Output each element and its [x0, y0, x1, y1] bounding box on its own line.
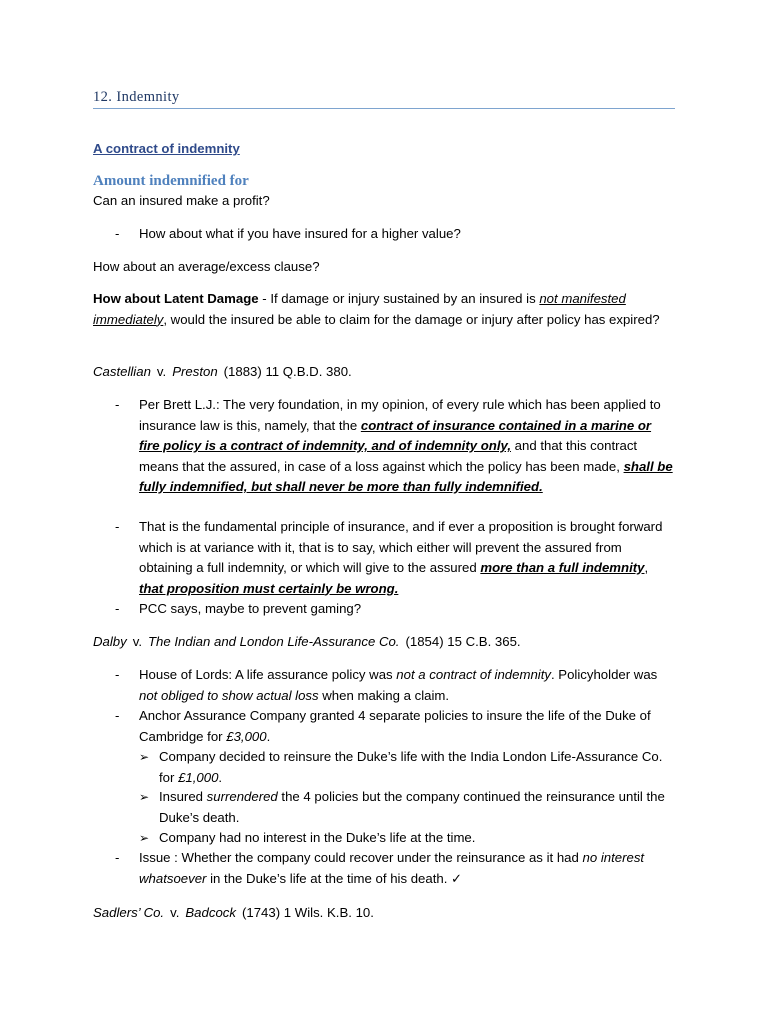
case-citation-sadlers: Sadlers’ Co. v. Badcock (1743) 1 Wils. K.B. 10.: [93, 905, 374, 920]
arrow-bullet-icon: ➢: [139, 831, 150, 845]
list-item: [93, 517, 675, 599]
sub-list-item-text: Insured surrendered the 4 policies but the company continued the reinsurance until the Duke’s death.: [159, 789, 665, 825]
bullet-dash: -: [115, 226, 120, 241]
bullet-dash: -: [115, 708, 120, 723]
bullet-dash: -: [115, 850, 120, 865]
bullet-dash: -: [115, 601, 120, 616]
question-average: How about an average/excess clause?: [93, 259, 320, 274]
chapter-title: 12. Indemnity: [93, 89, 180, 105]
checkmark-icon: ✓: [451, 870, 463, 886]
subsection-title: Amount indemnified for: [93, 173, 249, 189]
sub-list-item: [139, 828, 675, 849]
list-item: [93, 665, 675, 706]
list-item-text: Anchor Assurance Company granted 4 separate policies to insure the life of the Duke of Cambridge for £3,000.: [139, 708, 651, 744]
bullet-dash: -: [115, 519, 120, 534]
list-item: [93, 706, 675, 747]
chapter-title-rule: [93, 108, 675, 109]
sub-list-item-text: Company decided to reinsure the Duke’s life with the India London Life-Assurance Co. for £1,000.: [159, 749, 663, 785]
list-item: [93, 599, 675, 620]
list-item: [93, 395, 675, 498]
list-item-text: Issue : Whether the company could recover under the reinsurance as it had no interest whatsoever in the Duke’s life at the time of his death. ✓: [139, 850, 645, 886]
section-title: A contract of indemnity: [93, 141, 240, 156]
sub-list-item-text: Company had no interest in the Duke’s life at the time.: [159, 830, 476, 845]
list-item-text: House of Lords: A life assurance policy was not a contract of indemnity. Policyholder was not obliged to show actual loss when making a claim.: [139, 667, 658, 703]
question-profit: Can an insured make a profit?: [93, 193, 270, 208]
list-item: [93, 848, 675, 889]
list-item: [93, 224, 675, 245]
arrow-bullet-icon: ➢: [139, 750, 150, 764]
list-item-text: How about what if you have insured for a higher value?: [139, 226, 461, 241]
case-citation-castellian: Castellian v. Preston (1883) 11 Q.B.D. 380.: [93, 364, 352, 379]
latent-damage-paragraph: How about Latent Damage - If damage or injury sustained by an insured is not manifested immediately, would the insured be able to claim for the damage or injury after policy has expired?: [93, 291, 660, 327]
bullet-dash: -: [115, 397, 120, 412]
list-item-text: Per Brett L.J.: The very foundation, in my opinion, of every rule which has been applied to insurance law is this, namely, that the contract of insurance contained in a marine or fire policy is a contract of indemnity, and of indemnity only, and that this contract means that the assured, in case of a loss against which the policy has been made, shall be fully indemnified, but shall never be more than fully indemnified.: [139, 397, 673, 494]
sub-list-item: [139, 787, 675, 828]
list-item-text: That is the fundamental principle of insurance, and if ever a proposition is brought forward which is at variance with it, that is to say, which either will prevent the assured from obtaining a full indemnity, or which will give to the assured more than a full indemnity, that proposition must certainly be wrong.: [139, 519, 663, 596]
bullet-dash: -: [115, 667, 120, 682]
sub-list-item: [139, 747, 675, 788]
arrow-bullet-icon: ➢: [139, 790, 150, 804]
case-citation-dalby: Dalby v. The Indian and London Life-Assurance Co. (1854) 15 C.B. 365.: [93, 634, 521, 649]
list-item-text: PCC says, maybe to prevent gaming?: [139, 601, 362, 616]
